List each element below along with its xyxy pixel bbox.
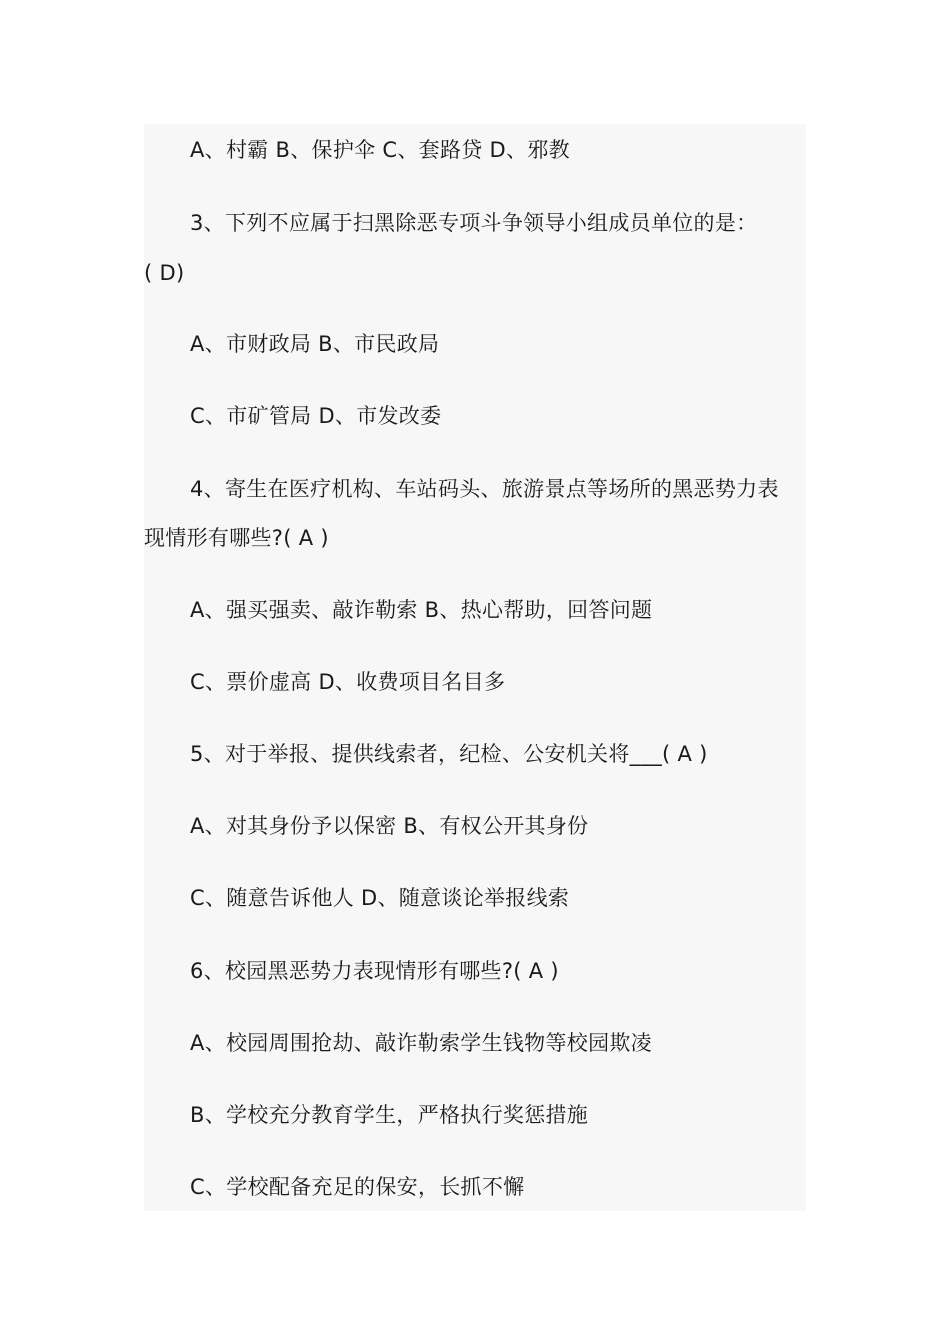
q3-options-cd: C、市矿管局 D、市发改委 (190, 404, 442, 428)
q3-question: 3、下列不应属于扫黑除恶专项斗争领导小组成员单位的是： (190, 211, 758, 235)
q4-options-ab: A、强买强卖、敲诈勒索 B、热心帮助，回答问题 (190, 598, 653, 622)
document-page (144, 124, 806, 1211)
q6-question: 6、校园黑恶势力表现情形有哪些?( A ) (190, 959, 559, 983)
q6-option-a: A、校园周围抢劫、敲诈勒索学生钱物等校园欺凌 (190, 1031, 652, 1055)
q2-options: A、村霸 B、保护伞 C、套路贷 D、邪教 (190, 138, 570, 162)
q3-answer: ( D) (144, 261, 185, 285)
q4-question-cont: 现情形有哪些?( A ) (144, 526, 329, 550)
q4-options-cd: C、票价虚高 D、收费项目名目多 (190, 670, 506, 694)
q5-options-cd: C、随意告诉他人 D、随意谈论举报线索 (190, 886, 570, 910)
q5-options-ab: A、对其身份予以保密 B、有权公开其身份 (190, 814, 589, 838)
q5-question: 5、对于举报、提供线索者，纪检、公安机关将___( A ) (190, 742, 708, 766)
q6-option-b: B、学校充分教育学生，严格执行奖惩措施 (190, 1103, 589, 1127)
q6-option-c: C、学校配备充足的保安，长抓不懈 (190, 1175, 525, 1199)
q3-options-ab: A、市财政局 B、市民政局 (190, 332, 440, 356)
q4-question: 4、寄生在医疗机构、车站码头、旅游景点等场所的黑恶势力表 (190, 477, 779, 501)
